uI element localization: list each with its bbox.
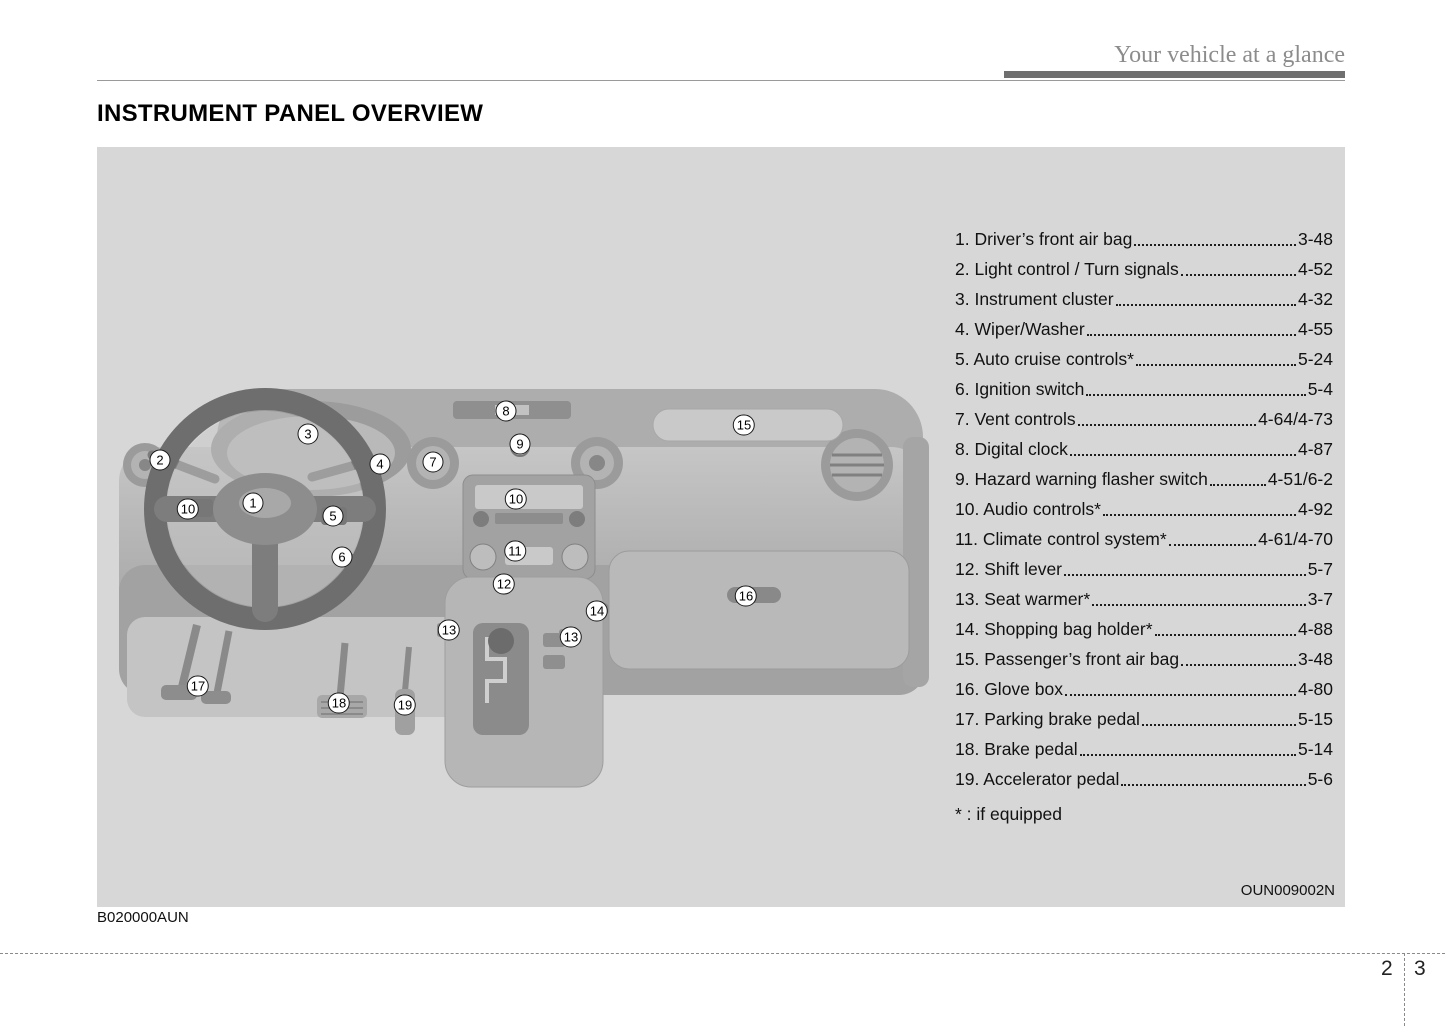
callout-13-left: 13 — [438, 620, 460, 641]
legend-item — [955, 313, 1333, 343]
page-title: INSTRUMENT PANEL OVERVIEW — [97, 100, 484, 127]
legend-item-label: 11. Climate control system* — [955, 528, 1167, 549]
section-code: B020000AUN — [97, 909, 189, 926]
dot-leader — [1142, 724, 1296, 726]
legend-item-page: 4-51/6-2 — [1267, 468, 1333, 489]
figure-code: OUN009002N — [1240, 882, 1335, 899]
legend-item — [955, 223, 1333, 253]
center-console — [437, 577, 609, 787]
legend-item-label: 1. Driver’s front air bag — [955, 228, 1133, 249]
legend-item-page: 5-15 — [1297, 708, 1333, 729]
legend-item-label: 14. Shopping bag holder* — [955, 618, 1153, 639]
legend-item-page: 4-32 — [1297, 288, 1333, 309]
legend — [955, 223, 1333, 829]
callout-17: 17 — [187, 676, 209, 697]
chapter-number: 2 — [1381, 957, 1393, 980]
legend-item-label: 3. Instrument cluster — [955, 288, 1114, 309]
legend-item-label: 7. Vent controls — [955, 408, 1076, 429]
legend-item-label: 5. Auto cruise controls* — [955, 348, 1134, 369]
header-accent-bar — [1004, 71, 1345, 78]
legend-item-page: 4-92 — [1297, 498, 1333, 519]
dot-leader — [1086, 394, 1305, 396]
glove-box — [609, 551, 909, 669]
callout-5: 5 — [323, 506, 344, 527]
legend-item-label: 17. Parking brake pedal — [955, 708, 1140, 729]
dot-leader — [1169, 544, 1256, 546]
dot-leader — [1080, 754, 1296, 756]
dot-leader — [1210, 484, 1266, 486]
dot-leader — [1070, 454, 1296, 456]
legend-item-page: 4-52 — [1297, 258, 1333, 279]
legend-item — [955, 673, 1333, 703]
legend-item-label: 19. Accelerator pedal — [955, 768, 1120, 789]
callout-15: 15 — [733, 415, 755, 436]
dot-leader — [1064, 574, 1306, 576]
legend-item-label: 8. Digital clock — [955, 438, 1068, 459]
callout-14: 14 — [586, 601, 608, 622]
legend-item-page: 5-24 — [1297, 348, 1333, 369]
legend-item-page: 4-61/4-70 — [1258, 528, 1333, 549]
legend-item — [955, 373, 1333, 403]
callout-12: 12 — [493, 574, 515, 595]
legend-item — [955, 733, 1333, 763]
callout-19: 19 — [394, 695, 416, 716]
legend-item-page: 4-87 — [1297, 438, 1333, 459]
callout-16: 16 — [735, 586, 757, 607]
legend-item — [955, 253, 1333, 283]
legend-item-page: 5-6 — [1307, 768, 1333, 789]
callout-4: 4 — [370, 454, 391, 475]
legend-item — [955, 523, 1333, 553]
footer-dashed-rule — [0, 953, 1445, 954]
legend-item-label: 2. Light control / Turn signals — [955, 258, 1179, 279]
legend-item-page: 4-80 — [1297, 678, 1333, 699]
legend-item-page: 3-48 — [1297, 228, 1333, 249]
legend-item — [955, 583, 1333, 613]
legend-item — [955, 763, 1333, 793]
dot-leader — [1181, 274, 1296, 276]
callout-10-wheel: 10 — [177, 499, 199, 520]
legend-item-label: 6. Ignition switch — [955, 378, 1085, 399]
dot-leader — [1087, 334, 1296, 336]
legend-item-label: 9. Hazard warning flasher switch — [955, 468, 1208, 489]
legend-item — [955, 433, 1333, 463]
shift-knob — [488, 628, 514, 654]
legend-item — [955, 643, 1333, 673]
callout-11: 11 — [504, 541, 526, 562]
legend-item-page: 4-88 — [1297, 618, 1333, 639]
callout-13-right: 13 — [560, 627, 582, 648]
page-number: 3 — [1414, 957, 1426, 980]
legend-item-page: 5-7 — [1307, 558, 1333, 579]
callout-6: 6 — [332, 547, 353, 568]
legend-item-page: 4-55 — [1297, 318, 1333, 339]
callout-7: 7 — [423, 452, 444, 473]
callout-10-stack: 10 — [505, 489, 527, 510]
header-rule — [97, 80, 1345, 81]
legend-item-label: 4. Wiper/Washer — [955, 318, 1085, 339]
legend-item-label: 10. Audio controls* — [955, 498, 1101, 519]
legend-item-label: 18. Brake pedal — [955, 738, 1078, 759]
legend-item — [955, 703, 1333, 733]
legend-item-label: 13. Seat warmer* — [955, 588, 1091, 609]
dot-leader — [1134, 244, 1296, 246]
chapter-header: Your vehicle at a glance — [1114, 42, 1345, 68]
callout-18: 18 — [328, 693, 350, 714]
legend-item-page: 4-64/4-73 — [1258, 408, 1333, 429]
dot-leader — [1092, 604, 1306, 606]
legend-item-label: 16. Glove box — [955, 678, 1063, 699]
dot-leader — [1136, 364, 1296, 366]
legend-item — [955, 613, 1333, 643]
legend-item — [955, 493, 1333, 523]
callout-2: 2 — [150, 450, 171, 471]
legend-item — [955, 553, 1333, 583]
callout-8: 8 — [496, 401, 517, 422]
footer-dashed-divider — [1404, 953, 1405, 1026]
callout-3: 3 — [298, 424, 319, 445]
callout-1: 1 — [243, 493, 264, 514]
legend-item-label: 15. Passenger’s front air bag — [955, 648, 1180, 669]
center-stack — [463, 475, 595, 579]
dot-leader — [1121, 784, 1305, 786]
dot-leader — [1181, 664, 1296, 666]
legend-item-page: 3-48 — [1297, 648, 1333, 669]
legend-item-page: 5-4 — [1307, 378, 1333, 399]
dot-leader — [1116, 304, 1296, 306]
callout-9: 9 — [510, 434, 531, 455]
legend-item-page: 5-14 — [1297, 738, 1333, 759]
legend-item — [955, 343, 1333, 373]
legend-item-page: 3-7 — [1307, 588, 1333, 609]
instrument-panel-illustration — [97, 147, 957, 847]
legend-item — [955, 403, 1333, 433]
legend-item — [955, 283, 1333, 313]
legend-item — [955, 463, 1333, 493]
legend-item-label: 12. Shift lever — [955, 558, 1062, 579]
legend-footnote: * : if equipped — [955, 804, 1063, 824]
dot-leader — [1155, 634, 1296, 636]
figure-panel — [97, 147, 1345, 907]
dot-leader — [1103, 514, 1296, 516]
dot-leader — [1078, 424, 1256, 426]
dot-leader — [1065, 694, 1296, 696]
